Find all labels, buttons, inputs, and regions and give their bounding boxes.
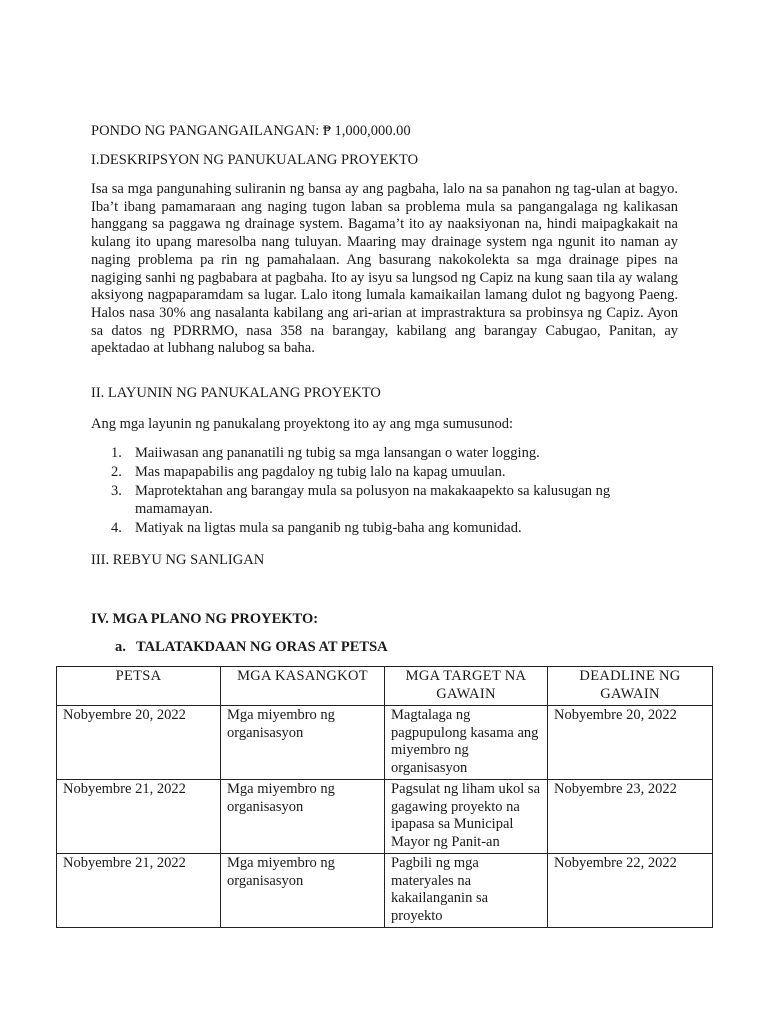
table-cell: Mga miyembro ng organisasyon <box>221 706 385 780</box>
schedule-table <box>56 666 713 928</box>
section-1-paragraph: Isa sa mga pangunahing suliranin ng bansa ay ang pagbaha, lalo na sa panahon ng tag-ulan at bagyo. Iba’t ibang pamamaraan ang naging tugon laban sa problema mula sa pangangalaga ng kalikasan hanggang sa paggawa ng drainage system. Bagama’t ito ay naaksiyonan na, hindi maipagkakait na kulang ito upang maresolba nang tuluyan. Maaring may drainage system nga ngunit ito naman ay naging problema pa rin ng pamahalaan. Ang basurang nakokolekta sa mga drainage pipes na nagiging sanhi ng pagbabara at pagbaha. Ito ay isyu sa lungsod ng Capiz na kung saan tila ay walang aksiyong nagpaparamdam sa lugar. Lalo itong lumala kamaikailan lamang dulot ng bagyong Paeng. Halos nasa 30% ang nasalanta kabilang ang ari-arian at imprastraktura sa probinsya ng Capiz. Ayon sa datos ng PDRRMO, nasa 358 na barangay, kabilang ang barangay Cabugao, Panitan, ay apektadao at lubhang nalubog sa baha. <box>91 181 678 357</box>
list-item <box>91 483 671 518</box>
table-cell: Nobyembre 23, 2022 <box>548 780 713 854</box>
objectives-list <box>91 445 671 540</box>
table-cell: Nobyembre 21, 2022 <box>57 854 221 928</box>
subsection-heading: TALATAKDAAN NG ORAS AT PETSA <box>136 639 388 655</box>
list-item <box>91 464 671 482</box>
column-header-kasangkot: MGA KASANGKOT <box>221 667 385 706</box>
table-cell: Mga miyembro ng organisasyon <box>221 780 385 854</box>
subsection-letter: a. <box>115 639 126 655</box>
table-cell: Pagsulat ng liham ukol sa gagawing proyekto na ipapasa sa Municipal Mayor ng Panit-an <box>385 780 548 854</box>
column-header-petsa: PETSA <box>57 667 221 706</box>
section-3-heading: III. REBYU NG SANLIGAN <box>91 552 265 568</box>
table-cell: Magtalaga ng pagpupulong kasama ang miyembro ng organisasyon <box>385 706 548 780</box>
list-number: 2. <box>111 464 122 481</box>
list-item <box>91 445 671 463</box>
column-header-deadline: DEADLINE NG GAWAIN <box>548 667 713 706</box>
list-number: 4. <box>111 520 122 537</box>
table-row <box>57 854 713 928</box>
table-row <box>57 706 713 780</box>
table-cell: Mga miyembro ng organisasyon <box>221 854 385 928</box>
list-item-text: Maprotektahan ang barangay mula sa polusyon na makakaapekto sa kalusugan ng mamamayan. <box>135 483 611 518</box>
section-2-intro: Ang mga layunin ng panukalang proyektong ito ay ang mga sumusunod: <box>91 416 514 432</box>
list-number: 3. <box>111 483 122 500</box>
section-1-heading: I.DESKRIPSYON NG PANUKUALANG PROYEKTO <box>91 152 419 168</box>
table-header-row <box>57 667 713 706</box>
list-number: 1. <box>111 445 122 461</box>
fund-line: PONDO NG PANGANGAILANGAN: ₱ 1,000,000.00 <box>91 123 411 139</box>
table-cell: Nobyembre 21, 2022 <box>57 780 221 854</box>
list-item-text: Matiyak na ligtas mula sa panganib ng tubig-baha ang komunidad. <box>135 520 522 537</box>
section-4-heading: IV. MGA PLANO NG PROYEKTO: <box>91 611 319 627</box>
list-item-text: Mas mapapabilis ang pagdaloy ng tubig lalo na kapag umuulan. <box>135 464 506 481</box>
table-cell: Nobyembre 20, 2022 <box>57 706 221 780</box>
list-item-text: Maiiwasan ang pananatili ng tubig sa mga lansangan o water logging. <box>135 445 540 461</box>
table-cell: Nobyembre 20, 2022 <box>548 706 713 780</box>
table-row <box>57 780 713 854</box>
table-cell: Pagbili ng mga materyales na kakailanganin sa proyekto <box>385 854 548 928</box>
section-2-heading: II. LAYUNIN NG PANUKALANG PROYEKTO <box>91 385 381 401</box>
list-item <box>91 520 671 538</box>
table-cell: Nobyembre 22, 2022 <box>548 854 713 928</box>
column-header-target: MGA TARGET NA GAWAIN <box>385 667 548 706</box>
